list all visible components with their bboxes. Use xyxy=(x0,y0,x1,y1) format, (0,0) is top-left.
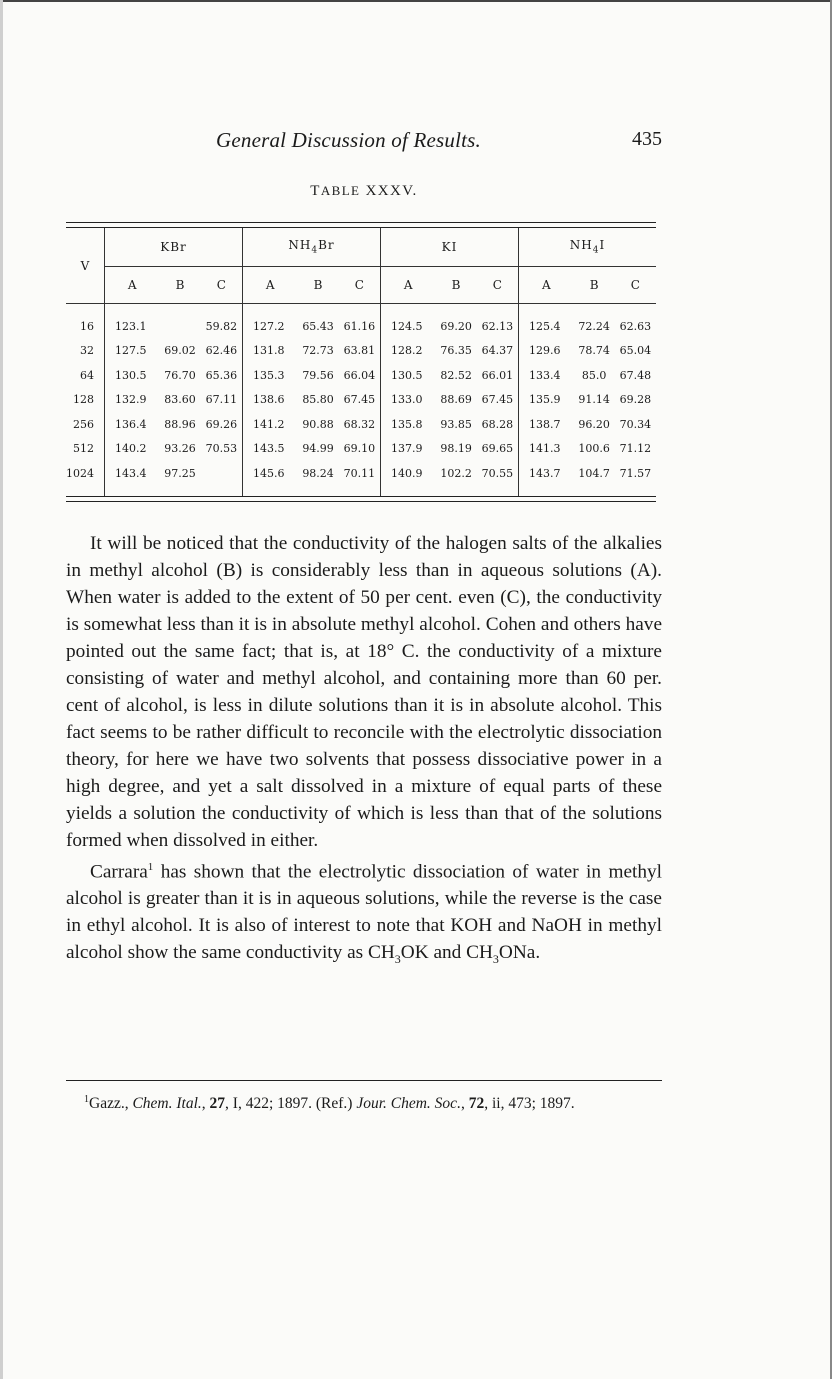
value-cell: 85.80 xyxy=(302,393,334,407)
value-cell: 83.60 xyxy=(164,393,196,407)
value-cell: 79.56 xyxy=(302,368,334,382)
v-header: V xyxy=(66,228,105,304)
table-row xyxy=(66,388,656,413)
footnote-mark: 1 xyxy=(84,1094,89,1105)
spacer-cell xyxy=(435,304,476,315)
value-cell: 70.11 xyxy=(343,466,376,480)
spacer-cell xyxy=(477,486,519,496)
subscript-3: 3 xyxy=(394,952,401,967)
value-cell: 67.45 xyxy=(481,393,514,407)
value-cell: 59.82 xyxy=(205,319,238,333)
spacer-cell xyxy=(243,304,298,315)
v-cell: 512 xyxy=(73,442,94,456)
value-cell: 70.53 xyxy=(205,442,238,456)
top-scan-edge xyxy=(0,0,832,12)
value-cell: 69.02 xyxy=(164,344,196,358)
value-cell: 137.9 xyxy=(381,437,436,462)
fn-journal: Jour. Chem. Soc. xyxy=(356,1095,461,1113)
sub-header-a: A xyxy=(381,267,436,304)
value-cell: 123.1 xyxy=(105,314,160,339)
caption-number: XXXV. xyxy=(365,183,418,199)
value-cell: 67.48 xyxy=(619,368,652,382)
value-cell: 88.69 xyxy=(440,393,472,407)
v-cell: 1024 xyxy=(66,466,94,480)
value-cell xyxy=(201,461,243,486)
value-cell: 138.7 xyxy=(519,412,574,437)
value-cell: 96.20 xyxy=(578,417,610,431)
value-cell: 100.6 xyxy=(578,442,610,456)
sub-header-a: A xyxy=(243,267,298,304)
table-row xyxy=(66,314,656,339)
value-cell: 133.0 xyxy=(381,388,436,413)
spacer-cell xyxy=(66,486,105,496)
group-label: $NH_4Br$ xyxy=(288,238,335,256)
footnote xyxy=(66,1090,662,1114)
fn-part: , xyxy=(201,1095,210,1113)
spacer-cell xyxy=(519,304,574,315)
table-row xyxy=(66,363,656,388)
sub-header-a: A xyxy=(105,267,160,304)
value-cell: 62.13 xyxy=(481,319,514,333)
value-cell: 69.10 xyxy=(343,442,376,456)
spacer-cell xyxy=(105,486,160,496)
paragraph-2 xyxy=(66,854,662,973)
footnote-rule xyxy=(66,1080,662,1081)
para2-middle: has shown that the electrolytic dissociation of water in methyl alcohol is greater than it is in aqueous solutions, while the reverse is the case in ethyl alcohol. It is also of interest to note that KOH and NaOH in methyl alcohol show the same conductivity as CH xyxy=(66,861,662,964)
value-cell: 129.6 xyxy=(519,339,574,364)
spacer-cell xyxy=(615,486,656,496)
value-cell: 76.70 xyxy=(164,368,196,382)
sub-header-b: B xyxy=(159,267,200,304)
value-cell: 91.14 xyxy=(578,393,610,407)
table-row xyxy=(66,437,656,462)
caption-smallcaps: ABLE xyxy=(320,183,361,198)
value-cell: 135.9 xyxy=(519,388,574,413)
value-cell: 143.7 xyxy=(519,461,574,486)
spacer-cell xyxy=(339,486,381,496)
value-cell: 90.88 xyxy=(302,417,334,431)
value-cell xyxy=(159,314,200,339)
value-cell: 76.35 xyxy=(440,344,472,358)
value-cell: 131.8 xyxy=(243,339,298,364)
value-cell: 140.9 xyxy=(381,461,436,486)
value-cell: 125.4 xyxy=(519,314,574,339)
spacer-cell xyxy=(201,304,243,315)
spacer-cell xyxy=(477,304,519,315)
value-cell: 69.65 xyxy=(481,442,514,456)
sub-header-a: A xyxy=(519,267,574,304)
table-bottom-rule xyxy=(66,496,656,502)
value-cell: 67.45 xyxy=(343,393,376,407)
fn-journal: Chem. Ital. xyxy=(132,1095,202,1113)
page-number: 435 xyxy=(632,128,662,150)
value-cell: 69.26 xyxy=(205,417,238,431)
subscript-3: 3 xyxy=(492,952,499,967)
value-cell: 133.4 xyxy=(519,363,574,388)
group-label: $NH_4I$ xyxy=(569,238,606,256)
spacer-cell xyxy=(435,486,476,496)
v-cell: 64 xyxy=(80,368,94,382)
value-cell: 67.11 xyxy=(205,393,238,407)
sub-header-c: C xyxy=(339,267,381,304)
value-cell: 64.37 xyxy=(481,344,514,358)
table-body xyxy=(66,304,656,496)
v-cell: 32 xyxy=(80,344,94,358)
value-cell: 66.04 xyxy=(343,368,376,382)
value-cell: 65.36 xyxy=(205,368,238,382)
fn-part: , ii, 473; 1897. xyxy=(484,1095,575,1113)
value-cell: 88.96 xyxy=(164,417,196,431)
fn-part: Gazz., xyxy=(89,1095,133,1113)
value-cell: 93.26 xyxy=(164,442,196,456)
value-cell: 62.63 xyxy=(619,319,652,333)
group-header-nh4br xyxy=(243,228,381,267)
value-cell: 71.12 xyxy=(619,442,652,456)
value-cell: 130.5 xyxy=(105,363,160,388)
value-cell: 141.2 xyxy=(243,412,298,437)
spacer-cell xyxy=(339,304,381,315)
sub-header-b: B xyxy=(297,267,338,304)
value-cell: 127.2 xyxy=(243,314,298,339)
value-cell: 62.46 xyxy=(205,344,238,358)
value-cell: 71.57 xyxy=(619,466,652,480)
conductivity-table xyxy=(66,222,656,502)
spacer-cell xyxy=(381,304,436,315)
value-cell: 61.16 xyxy=(343,319,376,333)
spacer-cell xyxy=(297,304,338,315)
value-cell: 98.24 xyxy=(302,466,334,480)
value-cell: 93.85 xyxy=(440,417,472,431)
value-cell: 69.20 xyxy=(440,319,472,333)
sub-header-c: C xyxy=(477,267,519,304)
running-head xyxy=(66,128,662,158)
value-cell: 66.01 xyxy=(481,368,514,382)
value-cell: 78.74 xyxy=(578,344,610,358)
spacer-row xyxy=(66,304,656,315)
fn-part: , xyxy=(460,1095,469,1113)
value-cell: 135.8 xyxy=(381,412,436,437)
spacer-cell xyxy=(297,486,338,496)
fn-volume: 72 xyxy=(468,1095,485,1113)
value-cell: 70.34 xyxy=(619,417,652,431)
spacer-row xyxy=(66,486,656,496)
group-label: KI xyxy=(441,240,458,254)
value-cell: 97.25 xyxy=(164,466,196,480)
table-row xyxy=(66,412,656,437)
spacer-cell xyxy=(105,304,160,315)
para2-end: ONa. xyxy=(498,942,541,964)
value-cell: 69.28 xyxy=(619,393,652,407)
para2-start: Carrara xyxy=(90,861,148,883)
table-row xyxy=(66,339,656,364)
footnote-ref: 1 xyxy=(147,861,154,873)
spacer-cell xyxy=(574,304,615,315)
sub-header-b: B xyxy=(574,267,615,304)
spacer-cell xyxy=(243,486,298,496)
sub-header-c: C xyxy=(201,267,243,304)
running-title: General Discussion of Results. xyxy=(216,128,481,152)
sub-header-row xyxy=(66,267,656,304)
value-cell: 68.32 xyxy=(343,417,376,431)
group-header-ki xyxy=(381,228,519,267)
spacer-cell xyxy=(159,304,200,315)
value-cell: 94.99 xyxy=(302,442,334,456)
body-text xyxy=(66,530,662,973)
group-header-kbr xyxy=(105,228,243,267)
value-cell: 130.5 xyxy=(381,363,436,388)
value-cell: 128.2 xyxy=(381,339,436,364)
spacer-cell xyxy=(615,304,656,315)
para2-mid2: OK and CH xyxy=(400,942,493,964)
value-cell: 72.73 xyxy=(302,344,334,358)
value-cell: 140.2 xyxy=(105,437,160,462)
group-label: KBr xyxy=(160,240,187,254)
spacer-cell xyxy=(159,486,200,496)
v-cell: 256 xyxy=(73,417,94,431)
value-cell: 85.0 xyxy=(581,368,607,382)
value-cell: 143.4 xyxy=(105,461,160,486)
value-cell: 102.2 xyxy=(440,466,472,480)
spacer-cell xyxy=(66,304,105,315)
value-cell: 127.5 xyxy=(105,339,160,364)
spacer-cell xyxy=(574,486,615,496)
data-table xyxy=(66,228,656,496)
fn-volume: 27 xyxy=(209,1095,226,1113)
group-header-nh4i xyxy=(519,228,656,267)
value-cell: 124.5 xyxy=(381,314,436,339)
left-scan-edge xyxy=(0,0,3,1379)
value-cell: 72.24 xyxy=(578,319,610,333)
value-cell: 136.4 xyxy=(105,412,160,437)
value-cell: 68.28 xyxy=(481,417,514,431)
table-caption xyxy=(66,183,662,200)
caption-initial: T xyxy=(310,183,321,199)
v-cell: 16 xyxy=(80,319,94,333)
spacer-cell xyxy=(201,486,243,496)
value-cell: 132.9 xyxy=(105,388,160,413)
v-cell: 128 xyxy=(73,393,94,407)
value-cell: 135.3 xyxy=(243,363,298,388)
table-row xyxy=(66,461,656,486)
spacer-cell xyxy=(519,486,574,496)
value-cell: 82.52 xyxy=(440,368,472,382)
value-cell: 143.5 xyxy=(243,437,298,462)
value-cell: 145.6 xyxy=(243,461,298,486)
value-cell: 141.3 xyxy=(519,437,574,462)
sub-header-b: B xyxy=(435,267,476,304)
paragraph-1: It will be noticed that the conductivity of the halogen salts of the alkalies in methyl alcohol (B) is considerably less than in aqueous solutions (A). When water is added to the extent of 50 per cent. even (C), the conductivity is somewhat less than it is in absolute methyl alcohol. Cohen and others have pointed out the same fact; that is, at 18° C. the conductivity of a mixture consisting of water and methyl alcohol, and containing more than 60 per. cent of alcohol, is less in dilute solutions than it is in absolute alcohol. This fact seems to be rather difficult to reconcile with the electrolytic dissociation theory, for here we have two solvents that possess dissociative power in a high degree, and yet a salt dissolved in a mixture of equal parts of these yields a solution the conductivity of which is less than that of the solutions formed when dissolved in either. xyxy=(66,533,662,851)
fn-part: , I, 422; 1897. (Ref.) xyxy=(225,1095,357,1113)
value-cell: 98.19 xyxy=(440,442,472,456)
sub-header-c: C xyxy=(615,267,656,304)
value-cell: 65.43 xyxy=(302,319,334,333)
value-cell: 138.6 xyxy=(243,388,298,413)
value-cell: 65.04 xyxy=(619,344,652,358)
spacer-cell xyxy=(381,486,436,496)
value-cell: 104.7 xyxy=(578,466,610,480)
value-cell: 70.55 xyxy=(481,466,514,480)
value-cell: 63.81 xyxy=(343,344,376,358)
